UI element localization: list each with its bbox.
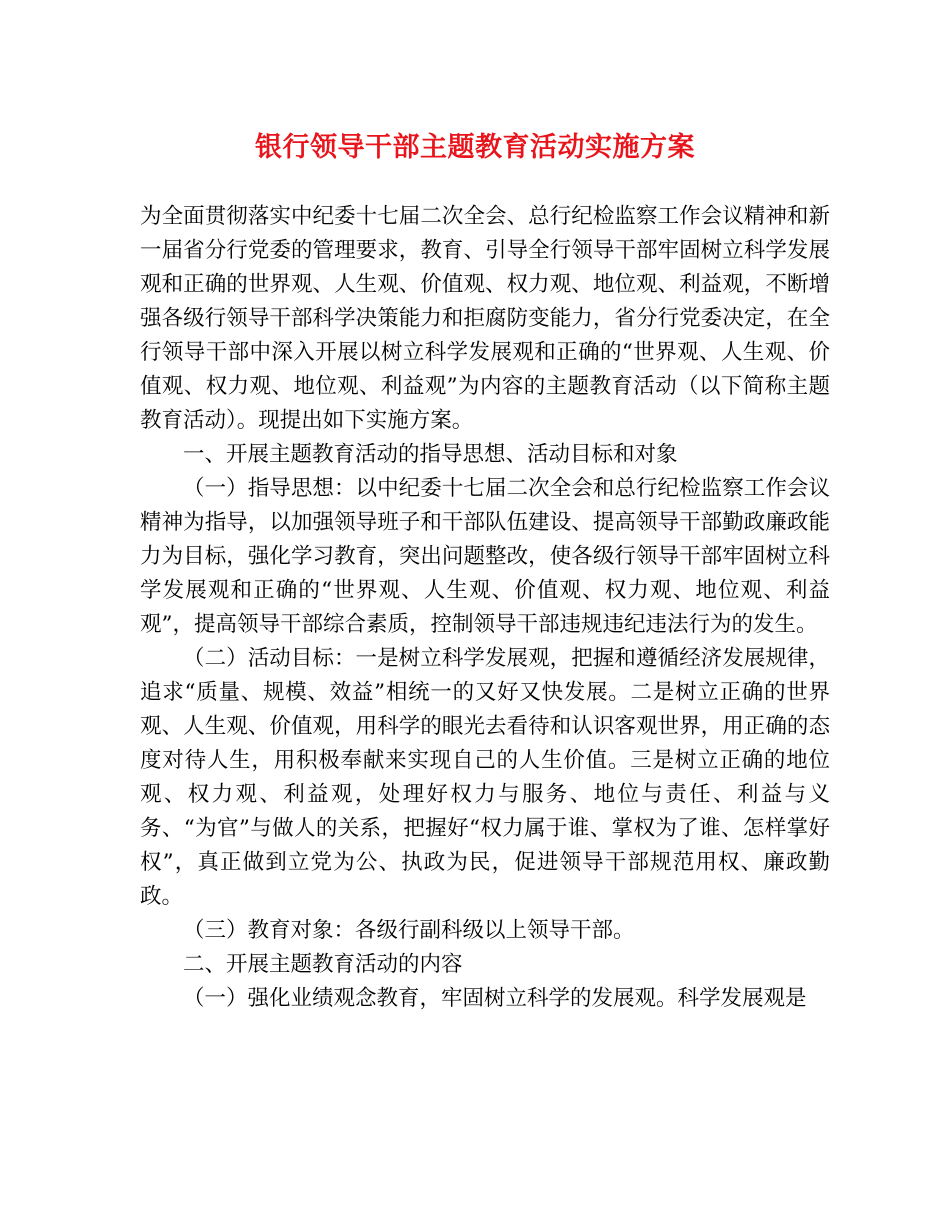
guiding-ideology-paragraph: （一）指导思想：以中纪委十七届二次全会和总行纪检监察工作会议精神为指导，以加强领导班子和干部队伍建设、提高领导干部勤政廉政能力为目标，强化学习教育，突出问题整改，使各级行领导干部牢固树立科学发展观和正确的“世界观、人生观、价值观、权力观、地位观、利益观”，提高领导干部综合素质，控制领导干部违规违纪违法行为的发生。	[140, 476, 830, 637]
document-body	[140, 200, 830, 1016]
activity-goals-paragraph: （二）活动目标：一是树立科学发展观，把握和遵循经济发展规律，追求“质量、规模、效益”相统一的又好又快发展。二是树立正确的世界观、人生观、价值观，用科学的眼光去看待和认识客观世界，用正确的态度对待人生，用积极奉献来实现自己的人生价值。三是树立正确的地位观、权力观、利益观，处理好权力与服务、地位与责任、利益与义务、“为官”与做人的关系，把握好“权力属于谁、掌权为了谁、怎样掌好权”，真正做到立党为公、执政为民，促进领导干部规范用权、廉政勤政。	[140, 646, 830, 909]
content-item-1-paragraph: （一）强化业绩观念教育，牢固树立科学的发展观。科学发展观是	[183, 986, 807, 1011]
section-heading-2: 二、开展主题教育活动的内容	[183, 952, 463, 977]
document-title: 银行领导干部主题教育活动实施方案	[255, 132, 695, 163]
section-heading-1: 一、开展主题教育活动的指导思想、活动目标和对象	[183, 442, 678, 467]
intro-paragraph: 为全面贯彻落实中纪委十七届二次全会、总行纪检监察工作会议精神和新一届省分行党委的管理要求，教育、引导全行领导干部牢固树立科学发展观和正确的世界观、人生观、价值观、权力观、地位观、利益观，不断增强各级行领导干部科学决策能力和拒腐防变能力，省分行党委决定，在全行领导干部中深入开展以树立科学发展观和正确的“世界观、人生观、价值观、权力观、地位观、利益观”为内容的主题教育活动（以下简称主题教育活动）。现提出如下实施方案。	[140, 204, 830, 433]
education-targets-paragraph: （三）教育对象：各级行副科级以上领导干部。	[183, 918, 635, 943]
